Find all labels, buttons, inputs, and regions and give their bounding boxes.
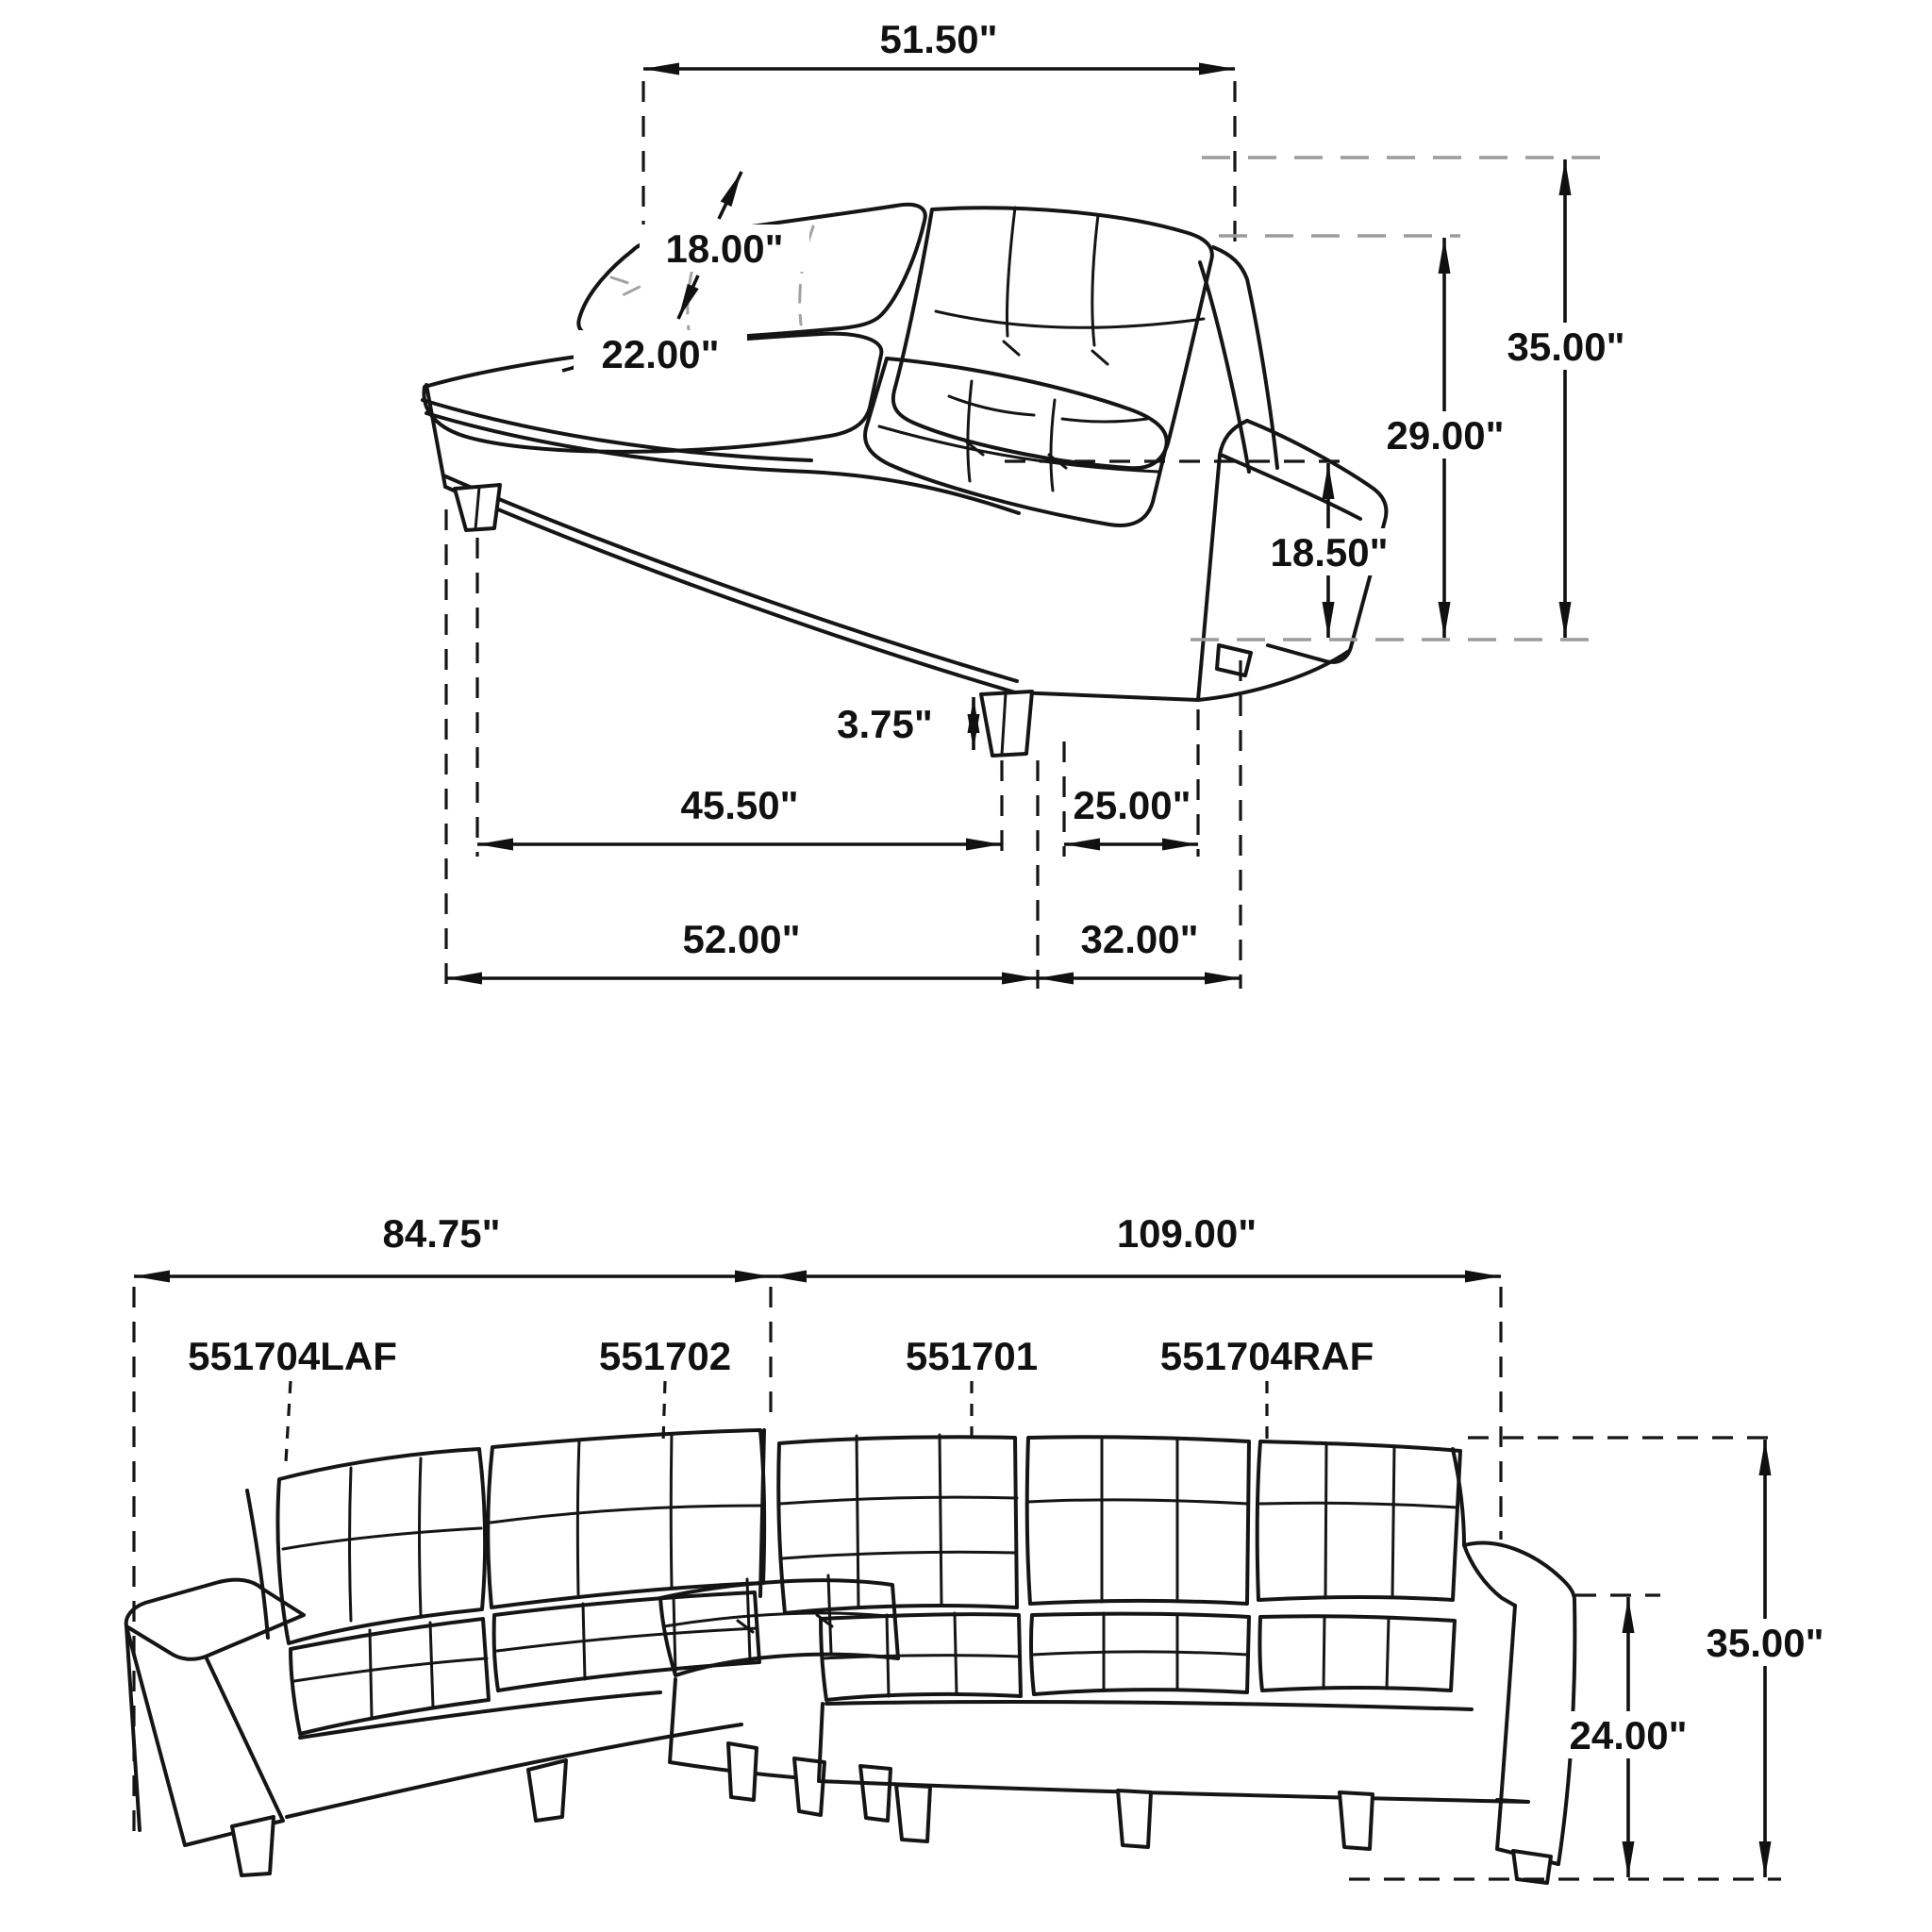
seat-cushion-path: [1259, 1616, 1455, 1690]
tuft-line: [1325, 1443, 1326, 1598]
leader-arrow-cushion-height-up: [719, 172, 741, 219]
tuft-line: [430, 1623, 433, 1707]
part-label-wedge: 551702: [598, 1334, 732, 1378]
tuft-line: [940, 1435, 941, 1606]
leg-path: [1118, 1790, 1151, 1847]
tuft-line: [780, 1497, 1017, 1504]
bottom-figure-dimensions: [134, 1211, 1853, 1877]
tuft-line: [420, 1458, 422, 1615]
tuft-line: [1392, 1446, 1394, 1597]
tuft-line: [671, 1434, 672, 1587]
tuft-line: [1028, 1500, 1248, 1504]
leg-path: [860, 1766, 891, 1821]
seat-cushion-path: [494, 1592, 759, 1690]
tuft-line: [370, 1630, 372, 1717]
tuft-line: [1062, 419, 1147, 422]
label-leader-line: [286, 1381, 291, 1462]
tuft-line: [1260, 1503, 1457, 1507]
tuft-line: [968, 381, 972, 481]
top-figure: [423, 17, 1653, 989]
tuft-line: [497, 1628, 758, 1651]
top-figure-references: [446, 81, 1604, 989]
dim-label-right-length: 109.00": [1116, 1211, 1257, 1256]
back-cushion-path: [778, 1437, 1017, 1613]
arm-outline-path: [1464, 1545, 1515, 1606]
leg-path: [1340, 1792, 1373, 1849]
part-label-armless: 551701: [905, 1334, 1039, 1378]
leg-path: [896, 1785, 930, 1841]
tuft-line: [491, 1506, 762, 1523]
leg-path: [232, 1817, 274, 1875]
tuft-line: [857, 1436, 858, 1607]
part-label-laf: 551704LAF: [188, 1334, 397, 1378]
tuft-line: [1387, 1618, 1389, 1689]
tuft-line: [1092, 215, 1098, 345]
tuft-line: [1007, 208, 1015, 336]
sectional-drawing: [126, 1430, 1575, 1883]
tuft-line: [577, 1440, 579, 1594]
tuft-line: [1033, 1652, 1248, 1655]
dim-label-back-height: 29.00": [1386, 413, 1505, 458]
arm-outline-path: [1497, 1800, 1528, 1802]
back-cushion-path: [1027, 1437, 1249, 1604]
dim-label-overall-depth: 32.00": [1080, 917, 1199, 961]
dim-label-overall-width: 52.00": [682, 917, 801, 961]
tuft-line: [879, 426, 1158, 472]
dim-label-leg-height: 3.75": [837, 702, 933, 746]
tuft-line: [1004, 341, 1108, 364]
tuft-line: [782, 1552, 1016, 1558]
base-outline-path: [826, 1702, 1472, 1709]
hidden-contour-dashed: [611, 277, 640, 300]
back-cushion-path: [1257, 1441, 1460, 1600]
dim-label-front-leg-span: 45.50": [680, 783, 799, 827]
tuft-line: [949, 396, 1034, 415]
leg-path: [528, 1760, 566, 1821]
tuft-line: [936, 311, 1204, 327]
tuft-line: [294, 1658, 487, 1681]
leg-path: [1217, 645, 1251, 675]
dim-label-overall-height: 35.00": [1507, 325, 1625, 369]
sofa-outline-path: [1213, 247, 1277, 468]
tuft-line: [823, 1656, 1020, 1658]
tuft-line: [955, 1613, 957, 1694]
dim-label-left-length: 84.75": [382, 1211, 501, 1256]
arm-outline-path: [1221, 455, 1360, 519]
tuft-line: [283, 1528, 481, 1549]
part-label-raf: 551704RAF: [1159, 1334, 1374, 1378]
label-leader-line: [663, 1381, 665, 1441]
tuft-line: [350, 1468, 352, 1621]
seat-outline-path: [865, 358, 1167, 525]
tuft-line: [1051, 400, 1055, 491]
dim-label-back-width: 51.50": [879, 17, 998, 61]
bottom-figure: [126, 1211, 1853, 1883]
dim-label-cushion-height: 18.00": [665, 226, 784, 271]
arm-outline-path: [126, 1580, 304, 1659]
leg-path: [981, 691, 1032, 756]
dim-label-arm-height: 24.00": [1569, 1713, 1688, 1757]
top-figure-dimensions: [446, 17, 1653, 978]
dim-label-overall-height: 35.00": [1706, 1621, 1824, 1665]
arm-outline-path: [1464, 1543, 1574, 1600]
leg-path: [728, 1743, 757, 1800]
dim-label-seat-height: 18.50": [1270, 530, 1389, 575]
arm-outline-path: [126, 1626, 283, 1845]
base-outline-path: [426, 385, 445, 487]
base-outline-path: [443, 475, 1017, 681]
dim-label-seat-depth: 22.00": [601, 332, 720, 376]
dim-label-side-leg-span: 25.00": [1073, 783, 1191, 827]
